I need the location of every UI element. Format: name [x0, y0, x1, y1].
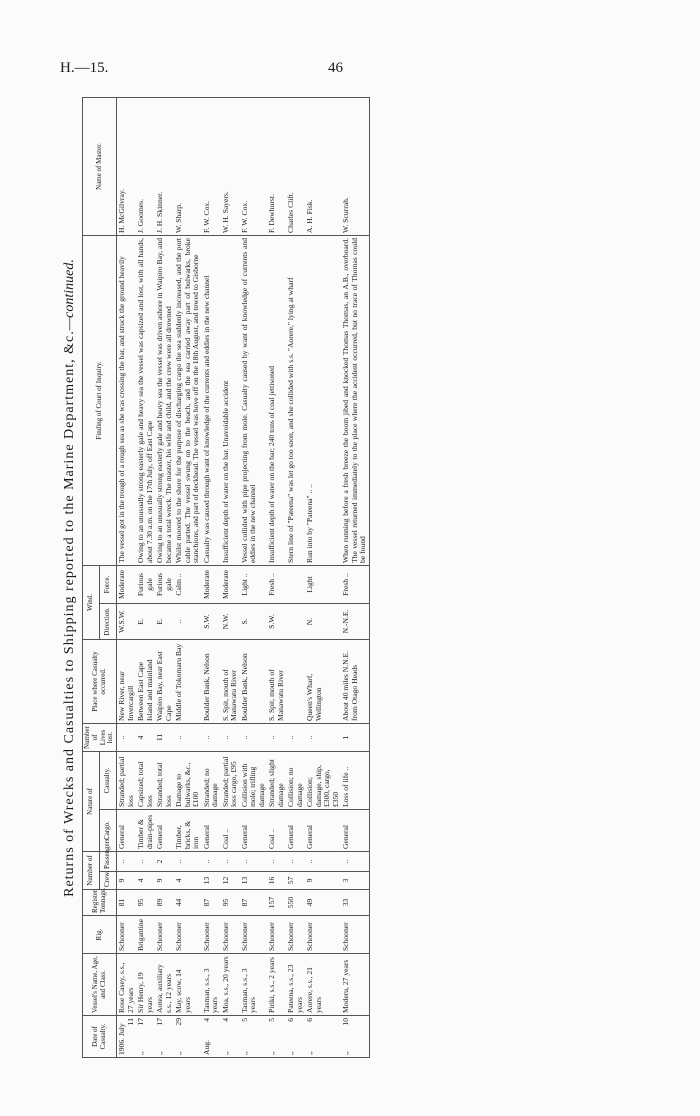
cell-finding: The vessel got in the trough of a rough sea as she was crossing the bar, and struck the ground heavily: [117, 235, 137, 565]
table-row: [202, 97, 221, 1057]
cell-date: [305, 1016, 341, 1058]
cell-rig: Schooner: [305, 916, 341, 954]
cell-direction: E.: [155, 603, 174, 639]
cell-casualty: Stranded; no damage: [202, 751, 221, 809]
cell-finding: Owing to an unusually strong easterly gale and heavy sea the vessel was driven ashore in Waipiro Bay, and became a total wreck. The master, his wife and child, and the crew were all drowned: [155, 235, 174, 565]
date-month: ,,: [239, 1051, 249, 1055]
cell-cargo: Timber, bricks, & iron: [174, 810, 202, 852]
cell-cargo: Timber & drain-pipes: [136, 810, 155, 852]
cell-force: Light: [305, 565, 341, 603]
cell-vessel: Sir Henry, 19 years: [136, 954, 155, 1016]
cell-place: Boulder Bank, Nelson: [240, 639, 268, 723]
cell-casualty: Damage to bulwarks, &c., £100: [174, 751, 202, 809]
cell-vessel: Pateena, s.s., 23 years: [286, 954, 305, 1016]
date-day: 5: [267, 1018, 277, 1022]
cell-casualty: Stranded; slight damage: [267, 751, 286, 809]
cell-rig: Schooner: [155, 916, 174, 954]
cell-tonnage: 87: [202, 890, 221, 916]
cell-finding: Stern line of "Pateena" was let go too soon, and she collided with s.s. "Aorere," lying at wharf: [286, 235, 305, 565]
table-row: [174, 97, 202, 1057]
cell-finding: When running before a fresh breeze the boom jibed and knocked Thomas Thomas, an A.B., overboard. The vessel returned immediately to the place where the accident occurred, but no trace of Thomas could be found: [341, 235, 369, 565]
cell-passengers: ..: [202, 852, 221, 872]
cell-cargo: General: [155, 810, 174, 852]
cell-tonnage: 81: [117, 890, 137, 916]
cell-crew: 9: [305, 872, 341, 890]
cell-casualty: Loss of life ..: [341, 751, 369, 809]
header-lives: Number of Lives lost.: [83, 723, 117, 751]
cell-force: Fresh ..: [267, 565, 286, 603]
cell-cargo: General: [202, 810, 221, 852]
header-casualty: Casualty.: [100, 751, 117, 809]
date-month: ,,: [136, 1051, 146, 1055]
cell-lives: ..: [305, 723, 341, 751]
cell-direction: S.W.: [267, 603, 286, 639]
table-row: [221, 97, 240, 1057]
header-rig: Rig.: [83, 916, 117, 954]
cell-finding: Whilst moored to the shore for the purpose of discharging cargo the sea suddenly increased, and the port cable parted. The vessel swung on to the beach, and the sea carried away part of bulwarks, broke stanchions, and part of deckhead. The vessel was hove off on the 18th August, and towed to Gisborne: [174, 235, 202, 565]
cell-place: Queen's Wharf, Wellington: [305, 639, 341, 723]
cell-tonnage: 95: [136, 890, 155, 916]
date-day: 5: [239, 1018, 249, 1022]
cell-lives: 11: [155, 723, 174, 751]
date-day: 10: [341, 1018, 351, 1026]
cell-passengers: ..: [117, 852, 137, 872]
cell-date: [117, 1016, 137, 1058]
cell-direction: E.: [136, 603, 155, 639]
cell-rig: Schooner: [341, 916, 369, 954]
cell-date: [240, 1016, 268, 1058]
date-month: Aug.: [201, 1040, 211, 1055]
cell-crew: 9: [117, 872, 137, 890]
header-crew: Crew.: [100, 872, 117, 890]
cell-passengers: ..: [221, 852, 240, 872]
cell-lives: 1: [341, 723, 369, 751]
cell-tonnage: 95: [221, 890, 240, 916]
cell-vessel: Rose Casey, s.s., 27 years: [117, 954, 137, 1016]
cell-lives: ..: [202, 723, 221, 751]
date-month: ,,: [341, 1051, 351, 1055]
cell-rig: Schooner: [286, 916, 305, 954]
date-day: 29: [174, 1018, 184, 1026]
date-month: ,,: [220, 1051, 230, 1055]
cell-direction: S.W.: [202, 603, 221, 639]
cell-master: Charles Clift.: [286, 97, 305, 235]
cell-tonnage: 87: [240, 890, 268, 916]
cell-passengers: ..: [240, 852, 268, 872]
cell-place: Boulder Bank, Nelson: [202, 639, 221, 723]
cell-master: W. H. Sayers.: [221, 97, 240, 235]
table-row: [267, 97, 286, 1057]
cell-direction: ..: [174, 603, 202, 639]
table-row: [117, 97, 137, 1057]
cell-force: Fresh ..: [341, 565, 369, 603]
date-day: 11: [125, 1018, 135, 1026]
cell-master: J. H. Skinner.: [155, 97, 174, 235]
cell-passengers: ..: [286, 852, 305, 872]
table-row: [341, 97, 369, 1057]
header-wind: Wind.: [83, 565, 100, 639]
cell-casualty: Collision with mole; trifling damage: [240, 751, 268, 809]
cell-direction: W.S.W.: [117, 603, 137, 639]
header-nature-of: Nature of: [83, 751, 100, 851]
casualty-table: [82, 97, 370, 1058]
cell-place: New River, near Invercargill: [117, 639, 137, 723]
table-row: [240, 97, 268, 1057]
cell-lives: ..: [286, 723, 305, 751]
page-reference: H.—15.: [60, 60, 109, 76]
page-number: 46: [328, 60, 343, 76]
header-cargo: Cargo.: [100, 810, 117, 852]
cell-finding: Insufficient depth of water on the bar; 240 tons of coal jettisoned: [267, 235, 286, 565]
cell-rig: Schooner: [174, 916, 202, 954]
cell-vessel: Moa, s.s., 20 years: [221, 954, 240, 1016]
cell-master: F. W. Cox.: [202, 97, 221, 235]
date-day: 4: [201, 1018, 211, 1022]
table-body: [117, 97, 370, 1057]
table-caption: [60, 98, 82, 1058]
cell-tonnage: 49: [305, 890, 341, 916]
header-tonnage: Register Tonnage.: [83, 890, 117, 916]
header-vessel: Vessel's Name, Age, and Class.: [83, 954, 117, 1016]
cell-crew: 9: [155, 872, 174, 890]
cell-tonnage: 550: [286, 890, 305, 916]
cell-force: Calm ..: [174, 565, 202, 603]
date-month: ,,: [155, 1051, 165, 1055]
cell-master: F. Dewhurst.: [267, 97, 286, 235]
table-row: [136, 97, 155, 1057]
header-finding: Finding of Court of Inquiry.: [83, 235, 117, 565]
cell-lives: ..: [117, 723, 137, 751]
cell-cargo: General: [286, 810, 305, 852]
cell-force: Moderate: [117, 565, 137, 603]
cell-casualty: Stranded; partial loss cargo, £95: [221, 751, 240, 809]
cell-passengers: ..: [136, 852, 155, 872]
date-day: 4: [220, 1018, 230, 1022]
date-month: ,,: [174, 1051, 184, 1055]
cell-vessel: Aorere, s.s., 21 years: [305, 954, 341, 1016]
cell-force: [286, 565, 305, 603]
cell-lives: ..: [267, 723, 286, 751]
cell-cargo: General: [117, 810, 137, 852]
cell-lives: 4: [136, 723, 155, 751]
cell-place: Waipiro Bay, near East Cape: [155, 639, 174, 723]
cell-casualty: Collision; no damage: [286, 751, 305, 809]
table-row: [305, 97, 341, 1057]
cell-date: [174, 1016, 202, 1058]
cell-vessel: Moderu, 27 years: [341, 954, 369, 1016]
cell-place: Between East Cape Island and mainland: [136, 639, 155, 723]
date-month: ,,: [305, 1051, 315, 1055]
cell-cargo: Coal ..: [221, 810, 240, 852]
cell-finding: Insufficient depth of water on the bar. Unavoidable accident: [221, 235, 240, 565]
cell-rig: Schooner: [221, 916, 240, 954]
cell-vessel: May, scow, 14 years: [174, 954, 202, 1016]
caption-main: Returns of Wrecks and Casualties to Shipping reported to the Marine Department, &c.: [62, 330, 77, 897]
cell-cargo: General: [305, 810, 341, 852]
cell-rig: Brigantine: [136, 916, 155, 954]
cell-force: Furious gale: [155, 565, 174, 603]
date-day: 17: [155, 1018, 165, 1026]
cell-date: [267, 1016, 286, 1058]
cell-force: Light ..: [240, 565, 268, 603]
cell-vessel: Piriki, s.s., 2 years: [267, 954, 286, 1016]
cell-casualty: Stranded; partial loss: [117, 751, 137, 809]
cell-place: S. Spit, mouth of Manawatu River: [221, 639, 240, 723]
cell-rig: Schooner: [267, 916, 286, 954]
cell-cargo: General: [240, 810, 268, 852]
date-day: 6: [305, 1018, 315, 1022]
cell-direction: S.: [240, 603, 268, 639]
cell-casualty: Stranded; total loss: [155, 751, 174, 809]
cell-direction: N.W.: [221, 603, 240, 639]
header-force: Force.: [100, 565, 117, 603]
date-month: 1906. July: [117, 1023, 127, 1055]
cell-vessel: Tasman, s.s., 3 years: [240, 954, 268, 1016]
date-day: 17: [136, 1018, 146, 1026]
caption-continued: —continued.: [62, 259, 77, 331]
header-place: Place where Casualty occurred.: [83, 639, 117, 723]
cell-casualty: Capsized; total loss: [136, 751, 155, 809]
cell-passengers: ..: [174, 852, 202, 872]
cell-master: W. Sharp.: [174, 97, 202, 235]
cell-date: [286, 1016, 305, 1058]
cell-tonnage: 157: [267, 890, 286, 916]
header-number-of: Number of: [83, 852, 100, 890]
cell-rig: Schooner: [240, 916, 268, 954]
cell-date: [341, 1016, 369, 1058]
cell-date: [221, 1016, 240, 1058]
cell-crew: 57: [286, 872, 305, 890]
cell-lives: ..: [240, 723, 268, 751]
cell-crew: 13: [202, 872, 221, 890]
cell-master: H. McGilvray.: [117, 97, 137, 235]
header-date: Date of Casualty.: [83, 1016, 117, 1058]
cell-cargo: General: [341, 810, 369, 852]
cell-lives: ..: [174, 723, 202, 751]
cell-master: F. W. Cox.: [240, 97, 268, 235]
cell-vessel: Aotea, auxiliary s.s., 12 years: [155, 954, 174, 1016]
cell-casualty: Collision; damage, ship, £300, cargo, £350: [305, 751, 341, 809]
cell-force: Moderate: [202, 565, 221, 603]
cell-date: [202, 1016, 221, 1058]
cell-passengers: ..: [305, 852, 341, 872]
cell-finding: Casualty was caused through want of knowledge of the currents and eddies in the new channel: [202, 235, 221, 565]
cell-crew: 4: [136, 872, 155, 890]
table-row: [155, 97, 174, 1057]
cell-place: Middle of Tokomaru Bay: [174, 639, 202, 723]
cell-date: [136, 1016, 155, 1058]
date-day: 6: [286, 1018, 296, 1022]
cell-direction: N.: [305, 603, 341, 639]
cell-place: S. Spit, mouth of Manawatu River: [267, 639, 286, 723]
rotated-table-region: [60, 98, 620, 1058]
cell-date: [155, 1016, 174, 1058]
cell-crew: 16: [267, 872, 286, 890]
cell-rig: Schooner: [202, 916, 221, 954]
cell-master: J. Goomes.: [136, 97, 155, 235]
header-direction: Direction.: [100, 603, 117, 639]
cell-finding: Owing to an unusually strong easterly gale and heavy sea the vessel was capsized and lost, with all hands, about 7.30 a.m. on the 17th July, off East Cape: [136, 235, 155, 565]
cell-crew: 3: [341, 872, 369, 890]
cell-passengers: ..: [341, 852, 369, 872]
cell-finding: Run into by "Pateena" .. ..: [305, 235, 341, 565]
cell-crew: 13: [240, 872, 268, 890]
cell-force: Moderate: [221, 565, 240, 603]
cell-place: [286, 639, 305, 723]
cell-passengers: ..: [267, 852, 286, 872]
cell-force: Furious gale: [136, 565, 155, 603]
table-row: [286, 97, 305, 1057]
cell-master: A. H. Fisk.: [305, 97, 341, 235]
cell-tonnage: 44: [174, 890, 202, 916]
cell-finding: Vessel collided with pipe projecting from mole. Casualty caused by want of knowledge of currents and eddies in the new channel: [240, 235, 268, 565]
header-passengers: Passengers.: [100, 852, 117, 872]
date-month: ,,: [286, 1051, 296, 1055]
cell-tonnage: 33: [341, 890, 369, 916]
date-month: ,,: [267, 1051, 277, 1055]
cell-place: About 40 miles N.N.E. from Otago Heads: [341, 639, 369, 723]
cell-direction: N.-N.E.: [341, 603, 369, 639]
cell-cargo: Coal ..: [267, 810, 286, 852]
cell-rig: Schooner: [117, 916, 137, 954]
cell-vessel: Tasman, s.s., 3 years: [202, 954, 221, 1016]
cell-lives: ..: [221, 723, 240, 751]
cell-crew: 12: [221, 872, 240, 890]
cell-tonnage: 89: [155, 890, 174, 916]
cell-crew: 4: [174, 872, 202, 890]
cell-direction: [286, 603, 305, 639]
cell-passengers: 2: [155, 852, 174, 872]
header-master: Name of Master.: [83, 97, 117, 235]
cell-master: W. Scurrah.: [341, 97, 369, 235]
